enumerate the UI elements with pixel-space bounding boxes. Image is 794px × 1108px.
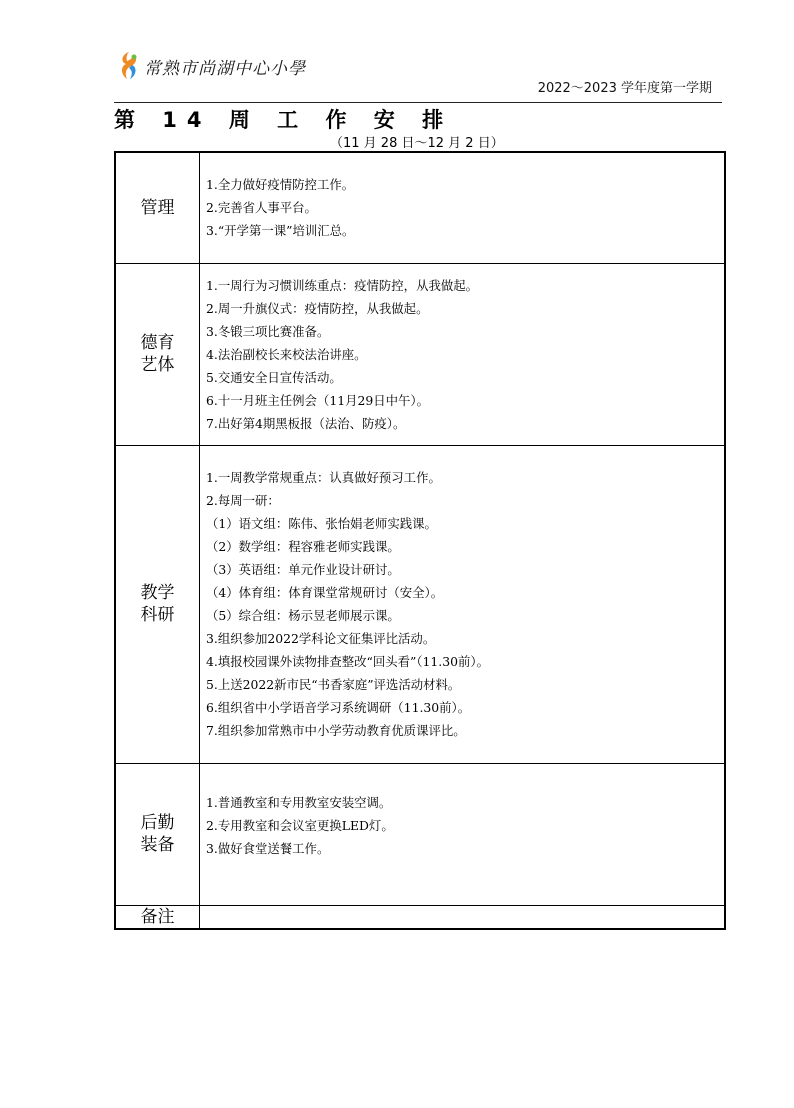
list-item: 4.法治副校长来校法治讲座。 — [206, 346, 367, 362]
list-item: （1）语文组：陈伟、张怡娟老师实践课。 — [206, 516, 437, 531]
list-item: 3.“开学第一课”培训汇总。 — [206, 223, 355, 239]
term-label: 2022～2023 学年度第一学期 — [537, 81, 712, 96]
page-title: 第 14 周 工 作 安 排 — [114, 108, 454, 132]
list-item: 5.交通安全日宣传活动。 — [206, 369, 342, 385]
notes-cell — [200, 905, 726, 929]
section-row-logistics — [115, 763, 725, 905]
list-item: （5）综合组：杨示昱老师展示课。 — [206, 608, 400, 623]
category-cell — [115, 763, 200, 905]
school-logo-icon — [118, 50, 140, 82]
section-row-notes — [115, 905, 725, 929]
schedule-table — [114, 151, 726, 930]
list-item: 6.十一月班主任例会（11月29日中午）。 — [206, 392, 430, 408]
date-range: （11 月 28 日～12 月 2 日） — [330, 136, 504, 151]
list-item: （2）数学组：程容雅老师实践课。 — [206, 539, 400, 554]
category-cell — [115, 445, 200, 763]
category-cell — [115, 263, 200, 445]
list-item: 2.完善省人事平台。 — [206, 200, 317, 216]
items-cell — [200, 263, 726, 445]
school-logo — [118, 48, 306, 84]
category-label: 装备 — [140, 835, 175, 855]
category-cell — [115, 152, 200, 263]
list-item: 1.一周教学常规重点：认真做好预习工作。 — [206, 470, 441, 485]
list-item: 3.做好食堂送餐工作。 — [206, 840, 330, 856]
category-label: 德育 — [140, 333, 175, 353]
items-cell — [200, 763, 726, 905]
items-cell — [200, 152, 726, 263]
list-item: 3.组织参加2022学科论文征集评比活动。 — [206, 631, 436, 646]
header-divider — [114, 102, 722, 103]
section-row-management — [115, 152, 725, 263]
list-item: 7.出好第4期黑板报（法治、防疫）。 — [206, 415, 406, 431]
list-item: 1.普通教室和专用教室安装空调。 — [206, 794, 392, 810]
list-item: 6.组织省中小学语音学习系统调研（11.30前）。 — [206, 700, 471, 715]
list-item: 4.填报校园课外读物排查整改“回头看”（11.30前）。 — [206, 654, 489, 669]
list-item: 2.周一升旗仪式：疫情防控，从我做起。 — [206, 300, 429, 316]
items-cell — [200, 445, 726, 763]
list-item: 1.一周行为习惯训练重点：疫情防控，从我做起。 — [206, 277, 479, 293]
category-label: 艺体 — [140, 355, 175, 375]
category-label: 管理 — [140, 197, 175, 218]
section-row-teaching-research — [115, 445, 725, 763]
category-label: 备注 — [140, 906, 175, 927]
category-label: 后勤 — [140, 813, 175, 833]
list-item: 1.全力做好疫情防控工作。 — [206, 177, 355, 193]
list-item: 2.每周一研： — [206, 493, 280, 508]
section-row-moral-arts — [115, 263, 725, 445]
list-item: （3）英语组：单元作业设计研讨。 — [206, 562, 400, 577]
school-name: 常熟市尚湖中心小學 — [144, 58, 306, 79]
list-item: （4）体育组：体育课堂常规研讨（安全）。 — [206, 585, 444, 600]
category-cell — [115, 905, 200, 929]
list-item: 7.组织参加常熟市中小学劳动教育优质课评比。 — [206, 723, 466, 738]
list-item: 2.专用教室和会议室更换LED灯。 — [206, 817, 394, 833]
list-item: 3.冬锻三项比赛准备。 — [206, 323, 330, 339]
list-item: 5.上送2022新市民“书香家庭”评选活动材料。 — [206, 677, 461, 692]
category-label: 科研 — [140, 605, 175, 625]
category-label: 教学 — [140, 583, 175, 603]
